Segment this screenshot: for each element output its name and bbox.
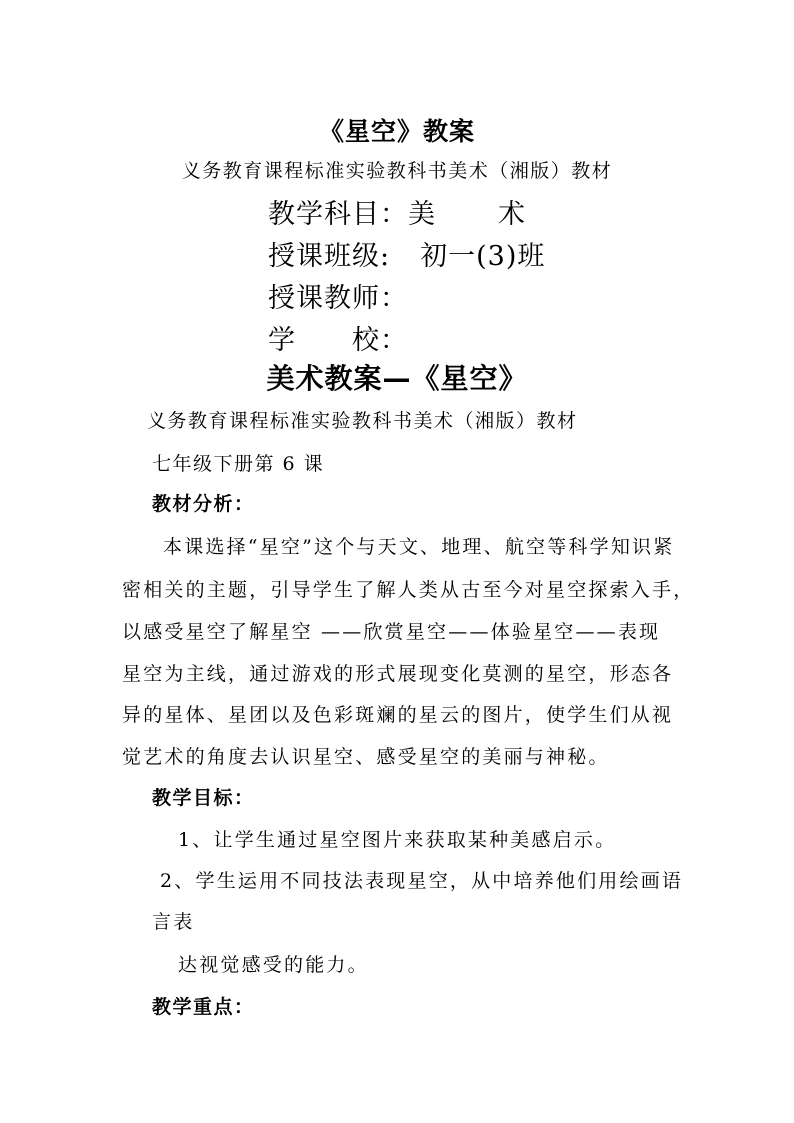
school-label-1: 学 [268, 325, 296, 356]
grade-line: 七年级下册第 6 课 [152, 453, 325, 475]
goal-2-line-2: 言表 [152, 911, 195, 933]
subject-value-1: 美 [408, 199, 436, 230]
class-label: 授课班级: [268, 241, 391, 272]
subject-row [268, 192, 526, 231]
subject-value-2: 术 [498, 199, 526, 230]
lesson-title: 美术教案—《星空》 [266, 362, 528, 395]
goal-2-line-1: 2、学生运用不同技法表现星空，从中培养他们用绘画语 [160, 870, 684, 892]
teacher-row [268, 276, 408, 315]
class-row [268, 234, 545, 273]
key-points-heading: 教学重点： [152, 996, 255, 1018]
analysis-line: 以感受星空了解星空 ——欣赏星空——体验星空——表现 [122, 621, 661, 643]
school-row [268, 318, 408, 357]
teacher-label: 授课教师： [268, 283, 408, 314]
school-label-2: 校： [352, 325, 408, 356]
cover-title: 《星空》教案 [318, 117, 475, 146]
cover-subtitle: 义务教育课程标准实验教科书美术（湘版）教材 [181, 160, 613, 182]
textbook-line: 义务教育课程标准实验教科书美术（湘版）教材 [147, 410, 578, 432]
analysis-line: 本课选择“星空”这个与天文、地理、航空等科学知识紧 [163, 536, 675, 558]
analysis-line: 星空为主线，通过游戏的形式展现变化莫测的星空，形态各 [122, 663, 674, 685]
goals-heading: 教学目标： [152, 787, 255, 809]
analysis-line: 密相关的主题，引导学生了解人类从古至今对星空探索入手， [122, 579, 695, 601]
analysis-line: 觉艺术的角度去认识星空、感受星空的美丽与神秘。 [122, 746, 610, 768]
analysis-heading: 教材分析： [152, 493, 255, 515]
class-value: 初一(3)班 [420, 241, 546, 272]
subject-label: 教学科目： [268, 199, 408, 230]
goal-2-line-3: 达视觉感受的能力。 [178, 954, 369, 976]
analysis-line: 异的星体、星团以及色彩斑斓的星云的图片，使学生们从视 [122, 704, 674, 726]
goal-1: 1、让学生通过星空图片来获取某种美感启示。 [178, 829, 617, 851]
